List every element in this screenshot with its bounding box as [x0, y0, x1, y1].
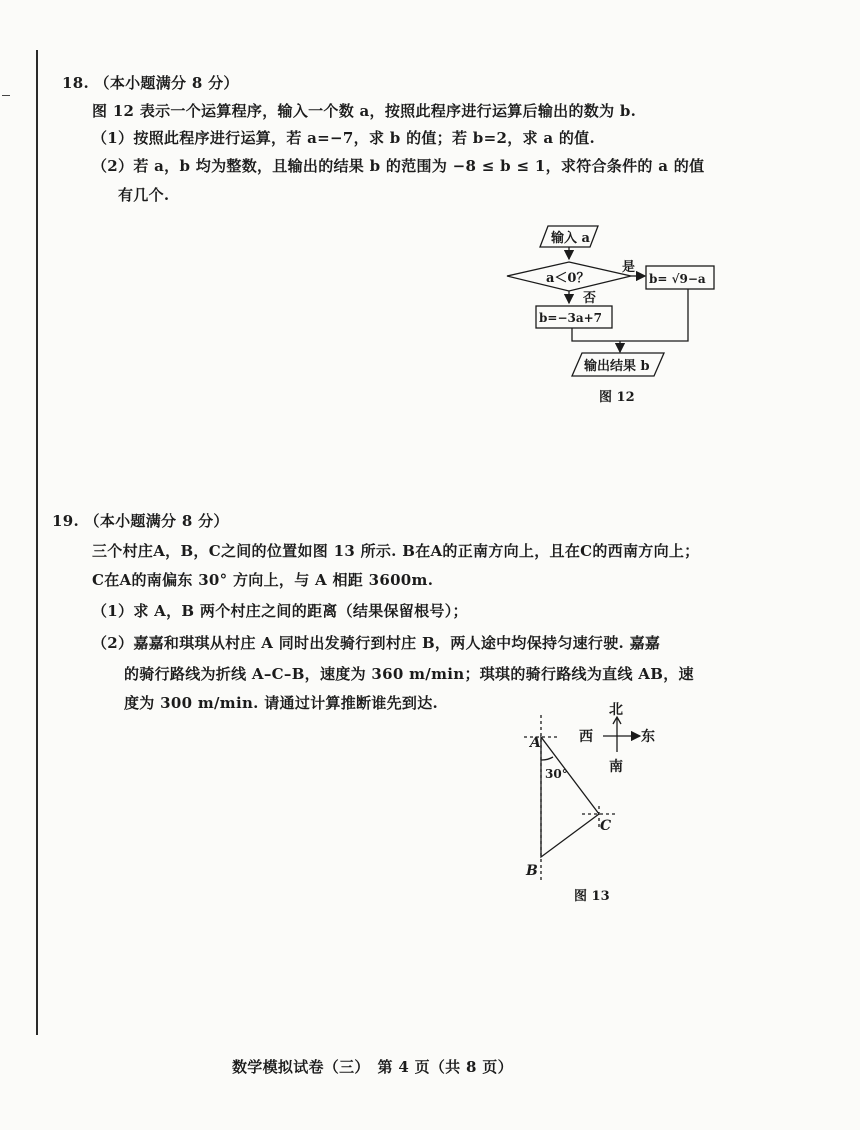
flow-input-text: 输入 a — [551, 231, 590, 246]
label-a: A — [530, 735, 541, 751]
q18-part1: （1）按照此程序进行运算，若 a=−7，求 b 的值；若 b=2，求 a 的值. — [92, 129, 595, 147]
figure-13-caption: 图 13 — [574, 889, 610, 904]
compass-east: 东 — [641, 729, 655, 745]
compass-south: 南 — [609, 759, 623, 775]
compass-north: 北 — [609, 702, 623, 718]
page-footer: 数学模拟试卷（三） 第 4 页（共 8 页） — [232, 1058, 513, 1076]
q18-header: 18. （本小题满分 8 分） — [62, 74, 239, 92]
label-c: C — [600, 818, 612, 834]
q18-intro: 图 12 表示一个运算程序，输入一个数 a，按照此程序进行运算后输出的数为 b. — [92, 102, 637, 120]
q19-intro-line1: 三个村庄A，B，C之间的位置如图 13 所示. B在A的正南方向上，且在C的西南方向上； — [92, 542, 700, 560]
q19-part2-line2: 的骑行路线为折线 A–C–B，速度为 360 m/min；琪琪的骑行路线为直线 AB，速 — [124, 665, 694, 683]
compass-west: 西 — [579, 729, 593, 745]
angle-label: 30° — [545, 767, 568, 781]
triangle-abc — [541, 737, 599, 857]
flow-output-text: 输出结果 b — [584, 359, 650, 374]
flow-no-label: 否 — [583, 291, 597, 306]
q19-part2-line1: （2）嘉嘉和琪琪从村庄 A 同时出发骑行到村庄 B，两人途中均保持匀速行驶. 嘉嘉 — [92, 634, 661, 652]
q19-header: 19. （本小题满分 8 分） — [52, 512, 229, 530]
figure-12-caption: 图 12 — [599, 390, 635, 405]
q19-intro-line2: C在A的南偏东 30° 方向上，与 A 相距 3600m. — [92, 571, 434, 589]
flow-yes-formula: b= √9−a — [649, 272, 706, 286]
q18-part2-line1: （2）若 a，b 均为整数，且输出的结果 b 的范围为 −8 ≤ b ≤ 1，求符合条件的 a 的值 — [92, 157, 705, 175]
flow-yes-label: 是 — [622, 260, 636, 275]
flow-no-formula: b=−3a+7 — [539, 311, 603, 325]
q19-part2-line3: 度为 300 m/min. 请通过计算推断谁先到达. — [124, 694, 439, 712]
label-b: B — [526, 863, 538, 879]
q18-part2-line2: 有几个. — [118, 186, 170, 204]
q19-part1: （1）求 A，B 两个村庄之间的距离（结果保留根号）； — [92, 602, 468, 620]
flow-condition-text: a＜0？ — [546, 271, 590, 286]
